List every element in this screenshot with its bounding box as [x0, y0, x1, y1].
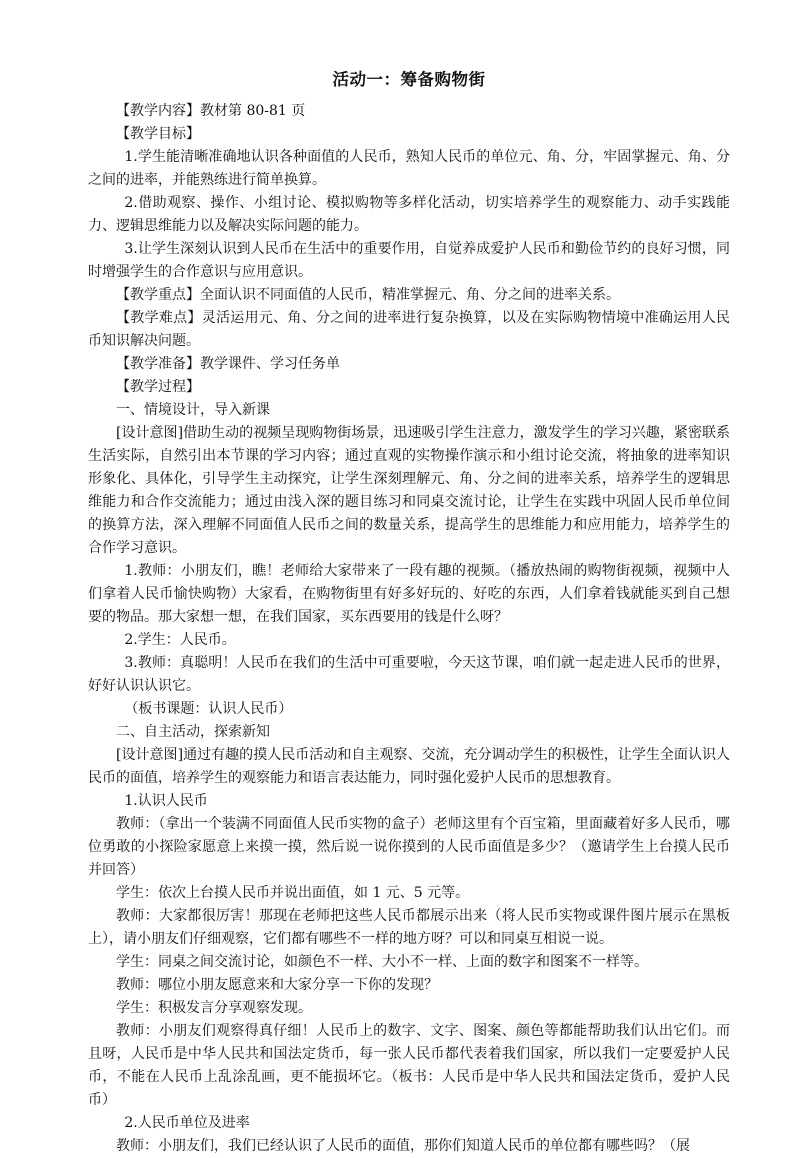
blackboard-title: （板书课题：认识人民币）: [124, 701, 293, 717]
section-2-heading: 二、自主活动，探索新知: [116, 724, 270, 740]
dialogue-teacher-5: 教师：小朋友们，我们已经认识了人民币的面值，那你们知道人民币的单位都有哪些吗？（展: [116, 1138, 690, 1154]
dialogue-teacher-2: 教师：大家都很厉害！那现在老师把这些人民币都展示出来（将人民币实物或课件图片展示在黑板上），请小朋友们仔细观察，它们都有哪些不一样的地方呀？可以和同桌互相说一说。: [88, 908, 730, 947]
teaching-preparation: 【教学准备】教学课件、学习任务单: [116, 356, 340, 372]
section-2-design-intent: [设计意图]通过有趣的摸人民币活动和自主观察、交流，充分调动学生的积极性，让学生全面认识人民币的面值，培养学生的观察能力和语言表达能力，同时强化爱护人民币的思想教育。: [88, 747, 730, 786]
dialogue-teacher-3: 教师：哪位小朋友愿意来和大家分享一下你的发现？: [116, 977, 438, 993]
teaching-content: 【教学内容】教材第 80-81 页: [116, 103, 306, 119]
goal-1: 1.学生能清晰准确地认识各种面值的人民币，熟知人民币的单位元、角、分，牢固掌握元、角、分之间的进率，并能熟练进行简单换算。: [88, 149, 730, 188]
dialogue-student-2: 学生：同桌之间交流讨论，如颜色不一样、大小不一样、上面的数字和图案不一样等。: [116, 954, 648, 970]
subsection-recognize-rmb: 1.认识人民币: [124, 793, 208, 809]
subsection-units-and-rates: 2.人民币单位及进率: [124, 1115, 250, 1131]
teaching-goals-heading: 【教学目标】: [116, 126, 200, 142]
goal-2: 2.借助观察、操作、小组讨论、模拟购物等多样化活动，切实培养学生的观察能力、动手实践能力、逻辑思维能力以及解决实际问题的能力。: [88, 195, 730, 234]
document-title: 活动一：筹备购物街: [332, 70, 486, 89]
dialogue-student-3: 学生：积极发言分享观察发现。: [116, 1000, 312, 1016]
section-1-heading: 一、情境设计，导入新课: [116, 402, 270, 418]
section-1-step-3: 3.教师：真聪明！人民币在我们的生活中可重要啦，今天这节课，咱们就一起走进人民币的世界，好好认识认识它。: [88, 655, 730, 694]
section-1-step-2: 2.学生：人民币。: [124, 632, 236, 648]
dialogue-teacher-1: 教师：（拿出一个装满不同面值人民币实物的盒子）老师这里有个百宝箱，里面藏着好多人民币，哪位勇敢的小探险家愿意上来摸一摸，然后说一说你摸到的人民币面值是多少？（邀请学生上台摸人民币并回答）: [88, 816, 730, 878]
section-1-step-1: 1.教师：小朋友们，瞧！老师给大家带来了一段有趣的视频。（播放热闹的购物街视频，视频中人们拿着人民币愉快购物）大家看，在购物街里有好多好玩的、好吃的东西，人们拿着钱就能买到自己想要的物品。那大家想一想，在我们国家，买东西要用的钱是什么呀？: [88, 563, 730, 625]
dialogue-teacher-4: 教师：小朋友们观察得真仔细！人民币上的数字、文字、图案、颜色等都能帮助我们认出它们。而且呀，人民币是中华人民共和国法定货币，每一张人民币都代表着我们国家，所以我们一定要爱护人民币，不能在人民币上乱涂乱画，更不能损坏它。（板书：人民币是中华人民共和国法定货币，爱护人民币）: [88, 1023, 730, 1108]
goal-3: 3.让学生深刻认识到人民币在生活中的重要作用，自觉养成爱护人民币和勤俭节约的良好习惯，同时增强学生的合作意识与应用意识。: [88, 241, 730, 280]
section-1-design-intent: [设计意图]借助生动的视频呈现购物街场景，迅速吸引学生注意力，激发学生的学习兴趣，紧密联系生活实际，自然引出本节课的学习内容；通过直观的实物操作演示和小组讨论交流，将抽象的进率知识形象化、具体化，引导学生主动探究，让学生深刻理解元、角、分之间的进率关系，培养学生的逻辑思维能力和合作交流能力；通过由浅入深的题目练习和同桌交流讨论，让学生在实践中巩固人民币单位间的换算方法，深入理解不同面值人民币之间的数量关系，提高学生的思维能力和应用能力，培养学生的合作学习意识。: [88, 425, 730, 556]
dialogue-student-1: 学生：依次上台摸人民币并说出面值，如 1 元、5 元等。: [116, 885, 470, 901]
teaching-process-heading: 【教学过程】: [116, 379, 200, 395]
teaching-difficulties: 【教学难点】灵活运用元、角、分之间的进率进行复杂换算，以及在实际购物情境中准确运用人民币知识解决问题。: [88, 310, 730, 349]
teaching-key-points: 【教学重点】全面认识不同面值的人民币，精准掌握元、角、分之间的进率关系。: [116, 287, 620, 303]
